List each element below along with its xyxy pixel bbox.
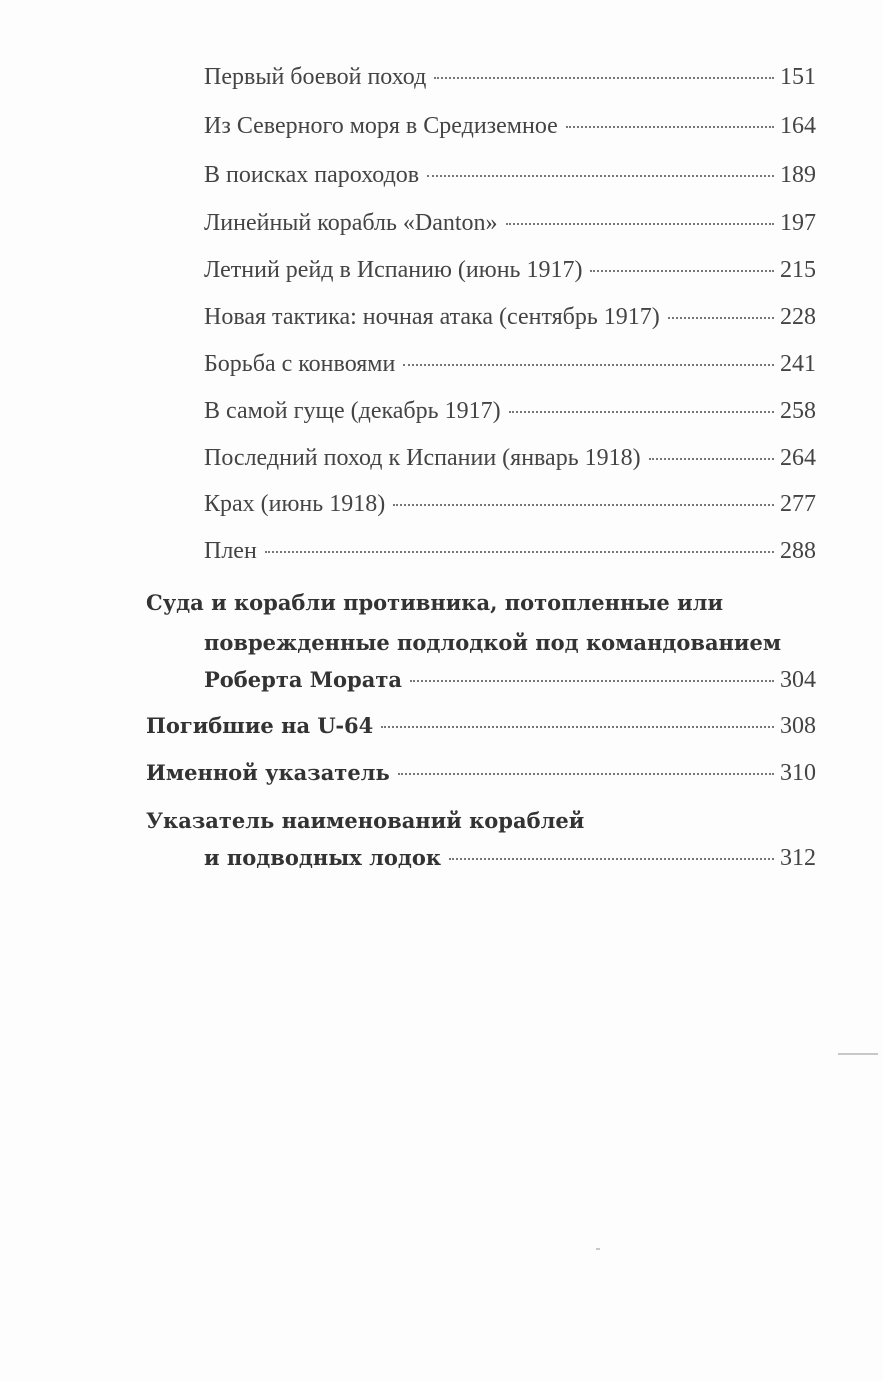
scan-speck [596,1248,600,1250]
toc-entry-page: 288 [780,538,816,564]
toc-entry-page: 151 [780,64,816,90]
toc-entry-title: Плен [204,538,257,564]
toc-entry-page: 189 [780,162,816,188]
dot-leader [403,364,774,366]
dot-leader [410,680,774,682]
toc-entry-title: В поисках пароходов [204,162,420,188]
dot-leader [649,458,774,460]
toc-entry-title: Первый боевой поход [204,64,427,90]
toc-entry-title: и подводных лодок [204,845,442,870]
toc-entry-title: Погибшие на U-64 [146,713,374,738]
dot-leader [393,504,774,506]
toc-main-entry [146,713,816,740]
toc-main-entry [204,845,816,872]
toc-entry-title: Роберта Мората [204,667,402,692]
dot-leader [265,551,774,553]
toc-entry-title: Новая тактика: ночная атака (сентябрь 1917) [204,304,660,330]
toc-entry-page: 304 [780,667,816,693]
toc-entry-page: 241 [780,351,816,377]
toc-entry-page: 264 [780,445,816,471]
toc-entry [204,445,816,472]
dot-leader [668,317,774,319]
toc-entry-page: 197 [780,210,816,236]
toc-entry-page: 308 [780,713,816,739]
dot-leader [566,126,774,128]
dot-leader [509,411,774,413]
dot-leader [398,773,774,775]
toc-entry [204,491,816,518]
toc-entry [204,162,816,189]
toc-entry-title: Летний рейд в Испанию (июнь 1917) [204,257,583,283]
toc-entry-page: 312 [780,845,816,871]
dot-leader [434,77,774,79]
toc-main-title-line: Суда и корабли противника, потопленные или [146,590,724,615]
toc-entry-page: 277 [780,491,816,517]
toc-entry-title: Крах (июнь 1918) [204,491,386,517]
dot-leader [427,175,774,177]
dot-leader [506,223,774,225]
dot-leader [381,726,774,728]
toc-entry [204,257,816,284]
toc-entry [204,64,816,91]
toc-entry-page: 215 [780,257,816,283]
toc-entry-title: Борьба с конвоями [204,351,396,377]
toc-entry [204,398,816,425]
toc-entry-page: 258 [780,398,816,424]
toc-main-entry [146,760,816,787]
dot-leader [590,270,774,272]
toc-entry-page: 228 [780,304,816,330]
toc-main-title-line: поврежденные подлодкой под командованием [204,630,782,655]
toc-entry [204,304,816,331]
toc-entry [204,351,816,378]
toc-entry [204,113,816,140]
toc-entry [204,538,816,565]
toc-entry-page: 164 [780,113,816,139]
toc-entry-title: Последний поход к Испании (январь 1918) [204,445,641,471]
toc-entry-title: Линейный корабль «Danton» [204,210,498,236]
dot-leader [449,858,774,860]
scan-speck [838,1053,878,1055]
toc-main-entry [204,667,816,694]
toc-entry-title: Из Северного моря в Средиземное [204,113,558,139]
toc-main-title-line: Указатель наименований кораблей [146,808,585,833]
toc-entry-title: Именной указатель [146,760,390,785]
toc-entry-page: 310 [780,760,816,786]
toc-entry-title: В самой гуще (декабрь 1917) [204,398,501,424]
toc-entry [204,210,816,237]
